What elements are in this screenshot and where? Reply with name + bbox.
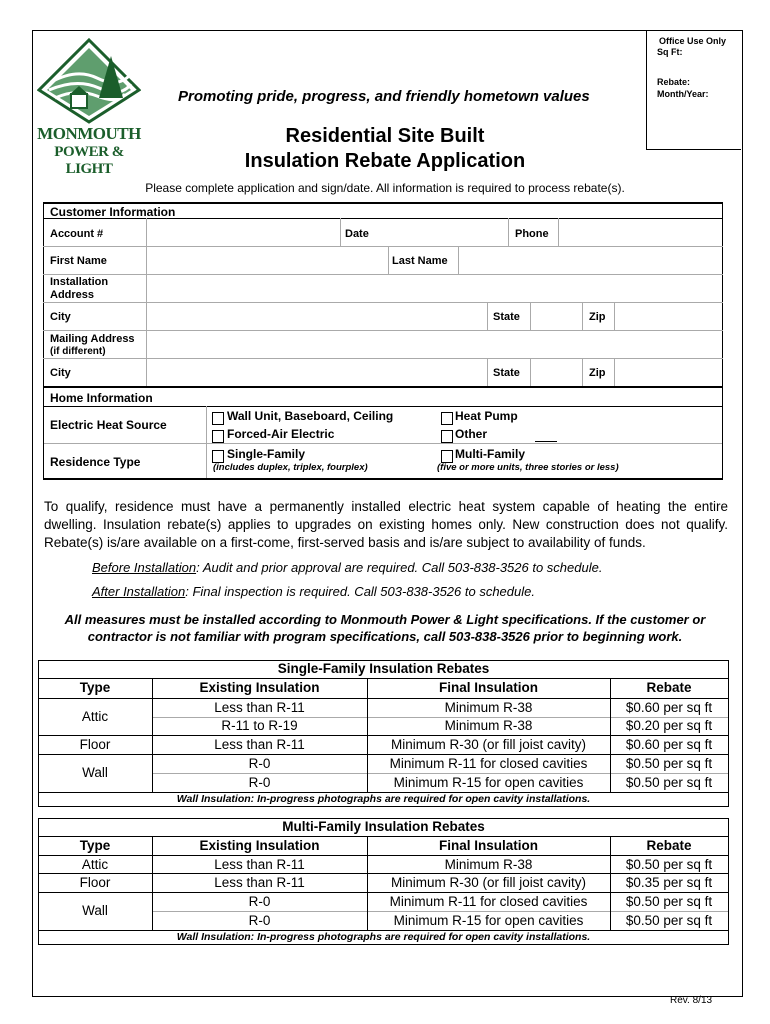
logo-name: MONMOUTH [37, 124, 141, 143]
table-cell: R-11 to R-19 [221, 718, 298, 733]
zip-field[interactable] [616, 304, 720, 328]
mailing-address-note: (if different) [50, 346, 106, 357]
phone-label: Phone [515, 228, 549, 240]
heat-pump-checkbox[interactable] [441, 412, 453, 425]
table-cell: Minimum R-15 for open cavities [393, 775, 584, 790]
multi-type-wall: Wall [82, 903, 108, 918]
home-section-title: Home Information [50, 391, 153, 405]
zip-label: Zip [589, 311, 606, 323]
table-cell: Less than R-11 [214, 737, 305, 752]
single-header-type: Type [79, 680, 111, 695]
revision-label: Rev. 8/13 [670, 995, 713, 1006]
logo-mark [37, 38, 141, 124]
office-use-box [646, 30, 741, 150]
multi-type-attic: Attic [81, 857, 109, 872]
table-cell: R-0 [248, 913, 271, 928]
table-cell: Minimum R-38 [444, 700, 533, 715]
table-cell: $0.50 per sq ft [625, 775, 713, 790]
mailing-state-label: State [493, 367, 520, 379]
single-family-note: (includes duplex, triplex, fourplex) [213, 462, 368, 473]
table-cell: Minimum R-38 [444, 857, 533, 872]
heat-pump-option: Heat Pump [455, 409, 518, 423]
account-label: Account # [50, 228, 104, 240]
table-cell: Less than R-11 [214, 875, 305, 890]
table-cell: Minimum R-30 (or fill joist cavity) [390, 737, 587, 752]
mailing-zip-field[interactable] [616, 360, 720, 384]
table-cell: $0.50 per sq ft [625, 756, 713, 771]
table-cell: $0.35 per sq ft [625, 875, 713, 890]
single-header-final: Final Insulation [438, 680, 538, 695]
before-label: Before Installation [92, 560, 197, 575]
city-label: City [50, 311, 71, 323]
single-header-existing: Existing Insulation [199, 680, 320, 695]
table-cell: Minimum R-30 (or fill joist cavity) [390, 875, 587, 890]
other-checkbox[interactable] [441, 430, 453, 443]
title-line-1: Residential Site Built [285, 125, 485, 147]
mailing-city-field[interactable] [148, 360, 485, 384]
mailing-state-field[interactable] [532, 360, 580, 384]
table-cell: $0.50 per sq ft [625, 857, 713, 872]
mailing-address-field[interactable] [148, 332, 720, 356]
single-type-wall: Wall [82, 765, 108, 780]
residence-type-label: Residence Type [50, 455, 141, 469]
single-header-rebate: Rebate [646, 680, 692, 695]
date-field[interactable] [380, 220, 506, 244]
office-use-title: Office Use Only [659, 36, 727, 46]
multi-table-title: Multi-Family Insulation Rebates [282, 819, 485, 834]
city-field[interactable] [148, 304, 485, 328]
multi-header-existing: Existing Insulation [199, 838, 320, 853]
install-address-label-1: Installation [50, 276, 109, 288]
office-sqft-label: Sq Ft: [657, 47, 683, 57]
after-label: After Installation [92, 584, 186, 599]
heat-source-label: Electric Heat Source [50, 418, 167, 432]
specification-note: All measures must be installed according to Monmouth Power & Light specifications. If the customer or contractor is not familiar with program specifications, call 503-838-3526 prior to beginning work. [64, 612, 706, 644]
office-month-label: Month/Year: [657, 89, 709, 99]
instructions: Please complete application and sign/date. All information is required to process rebate(s). [145, 181, 625, 195]
other-blank-line[interactable] [535, 441, 557, 442]
before-installation-note [92, 560, 602, 575]
table-cell: Less than R-11 [214, 857, 305, 872]
multi-family-note: (five or more units, three stories or less) [437, 462, 619, 473]
table-cell: R-0 [248, 894, 271, 909]
single-type-attic: Attic [81, 709, 109, 724]
table-cell: Less than R-11 [214, 700, 305, 715]
tagline: Promoting pride, progress, and friendly hometown values [178, 88, 590, 105]
multi-header-type: Type [79, 838, 111, 853]
last-name-label: Last Name [392, 255, 448, 267]
first-name-field[interactable] [148, 248, 386, 272]
qualify-paragraph: To qualify, residence must have a permanently installed electric heat system capable of heating the entire dwelling. Insulation rebate(s) applies to upgrades on existing homes only. New construction does not qualify. Rebate(s) is/are available on a first-come, first-served basis and is/are subject to availability of funds. [44, 499, 728, 550]
table-cell: $0.60 per sq ft [625, 737, 713, 752]
table-cell: $0.60 per sq ft [625, 700, 713, 715]
company-logo [37, 38, 141, 177]
table-cell: Minimum R-11 for closed cavities [389, 756, 588, 771]
after-text: : Final inspection is required. Call 503-838-3526 to schedule. [185, 584, 535, 599]
table-cell: $0.20 per sq ft [625, 718, 713, 733]
multi-table-footnote: Wall Insulation: In-progress photographs are required for open cavity installations. [176, 931, 591, 943]
single-type-floor: Floor [79, 737, 111, 752]
multi-header-final: Final Insulation [438, 838, 538, 853]
multi-type-floor: Floor [79, 875, 111, 890]
after-installation-note [92, 584, 535, 599]
table-cell: $0.50 per sq ft [625, 913, 713, 928]
customer-section-title: Customer Information [50, 205, 176, 219]
mailing-city-label: City [50, 367, 71, 379]
title-line-2: Insulation Rebate Application [244, 150, 526, 172]
last-name-field[interactable] [460, 248, 720, 272]
state-label: State [493, 311, 520, 323]
phone-field[interactable] [560, 220, 720, 244]
first-name-label: First Name [50, 255, 107, 267]
table-cell: Minimum R-11 for closed cavities [389, 894, 588, 909]
install-address-label-2: Address [50, 289, 95, 301]
mailing-address-label: Mailing Address [50, 333, 135, 345]
table-cell: Minimum R-15 for open cavities [393, 913, 584, 928]
logo-subname: POWER & LIGHT [54, 144, 124, 177]
table-cell: R-0 [248, 775, 271, 790]
forced-air-option: Forced-Air Electric [227, 427, 335, 441]
page-title [150, 124, 620, 174]
wall-unit-option: Wall Unit, Baseboard, Ceiling [227, 409, 394, 423]
table-cell: R-0 [248, 756, 271, 771]
office-rebate-label: Rebate: [657, 77, 691, 87]
account-field[interactable] [148, 220, 338, 244]
multi-family-option: Multi-Family [455, 447, 526, 461]
wall-unit-checkbox[interactable] [212, 412, 224, 425]
table-cell: $0.50 per sq ft [625, 894, 713, 909]
single-family-option: Single-Family [227, 447, 306, 461]
other-option: Other [455, 427, 488, 441]
state-field[interactable] [532, 304, 580, 328]
install-address-field[interactable] [148, 276, 720, 300]
mailing-zip-label: Zip [589, 367, 606, 379]
date-label: Date [345, 228, 369, 240]
before-text: : Audit and prior approval are required. Call 503-838-3526 to schedule. [196, 560, 603, 575]
single-table-footnote: Wall Insulation: In-progress photographs are required for open cavity installations. [176, 793, 591, 805]
table-cell: Minimum R-38 [444, 718, 533, 733]
single-table-title: Single-Family Insulation Rebates [277, 661, 490, 676]
multi-header-rebate: Rebate [646, 838, 692, 853]
forced-air-checkbox[interactable] [212, 430, 224, 443]
